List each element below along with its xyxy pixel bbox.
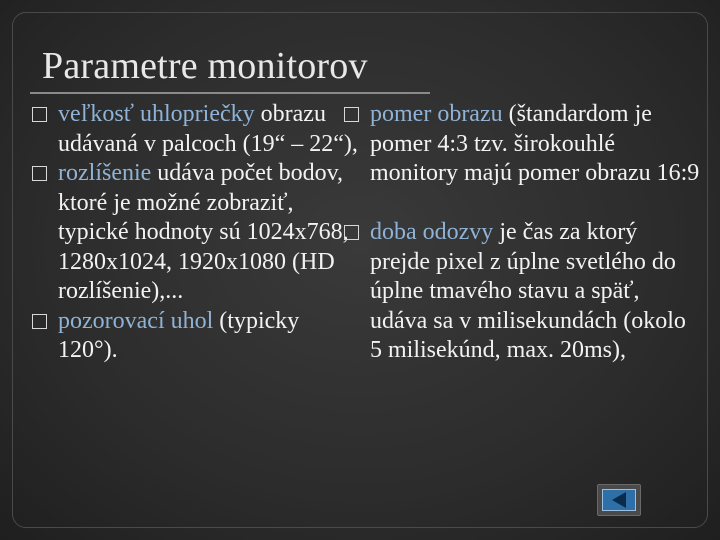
spacer <box>342 189 702 219</box>
checkbox-bullet-icon <box>32 166 47 181</box>
back-button[interactable] <box>597 484 641 516</box>
bullet-key: veľkosť uhlopriečky <box>58 101 255 127</box>
bullet-text: (štandardom je pomer 4:3 tzv. širokouhlé monitory majú pomer obrazu 16:9 <box>370 101 700 186</box>
bullet-key: doba odozvy <box>370 219 494 245</box>
bullet-text: udáva počet bodov, ktoré je možné zobraziť, typické hodnoty sú 1024x768, 1280x1024, 1920x1080 (HD rozlíšenie),... <box>58 160 349 304</box>
left-column <box>30 100 360 366</box>
bullet-item-aspect-ratio <box>342 100 702 189</box>
checkbox-bullet-icon <box>32 107 47 122</box>
slide-title: Parametre monitorov <box>42 45 368 87</box>
bullet-text: je čas za ktorý prejde pixel z úplne svetlého do úplne tmavého stavu a späť, udáva sa v milisekundách (okolo 5 milisekúnd, max. 20ms), <box>370 219 686 363</box>
back-button-face <box>602 489 636 511</box>
bullet-key: pozorovací uhol <box>58 307 214 334</box>
right-column <box>342 100 702 366</box>
checkbox-bullet-icon <box>344 107 359 122</box>
checkbox-bullet-icon <box>32 314 47 329</box>
bullet-key: pomer obrazu <box>370 101 503 127</box>
bullet-text: (typicky 120°). <box>58 307 300 363</box>
bullet-item-resolution <box>30 159 360 307</box>
bullet-item-response-time <box>342 218 702 366</box>
back-arrow-icon <box>612 492 626 508</box>
bullet-key: rozlíšenie <box>58 160 152 186</box>
checkbox-bullet-icon <box>344 225 359 240</box>
bullet-text: obrazu udávaná v palcoch (19“ – 22“), <box>58 101 358 157</box>
title-underline <box>30 92 430 94</box>
bullet-item-size <box>30 100 360 159</box>
bullet-item-viewing-angle <box>30 307 360 366</box>
